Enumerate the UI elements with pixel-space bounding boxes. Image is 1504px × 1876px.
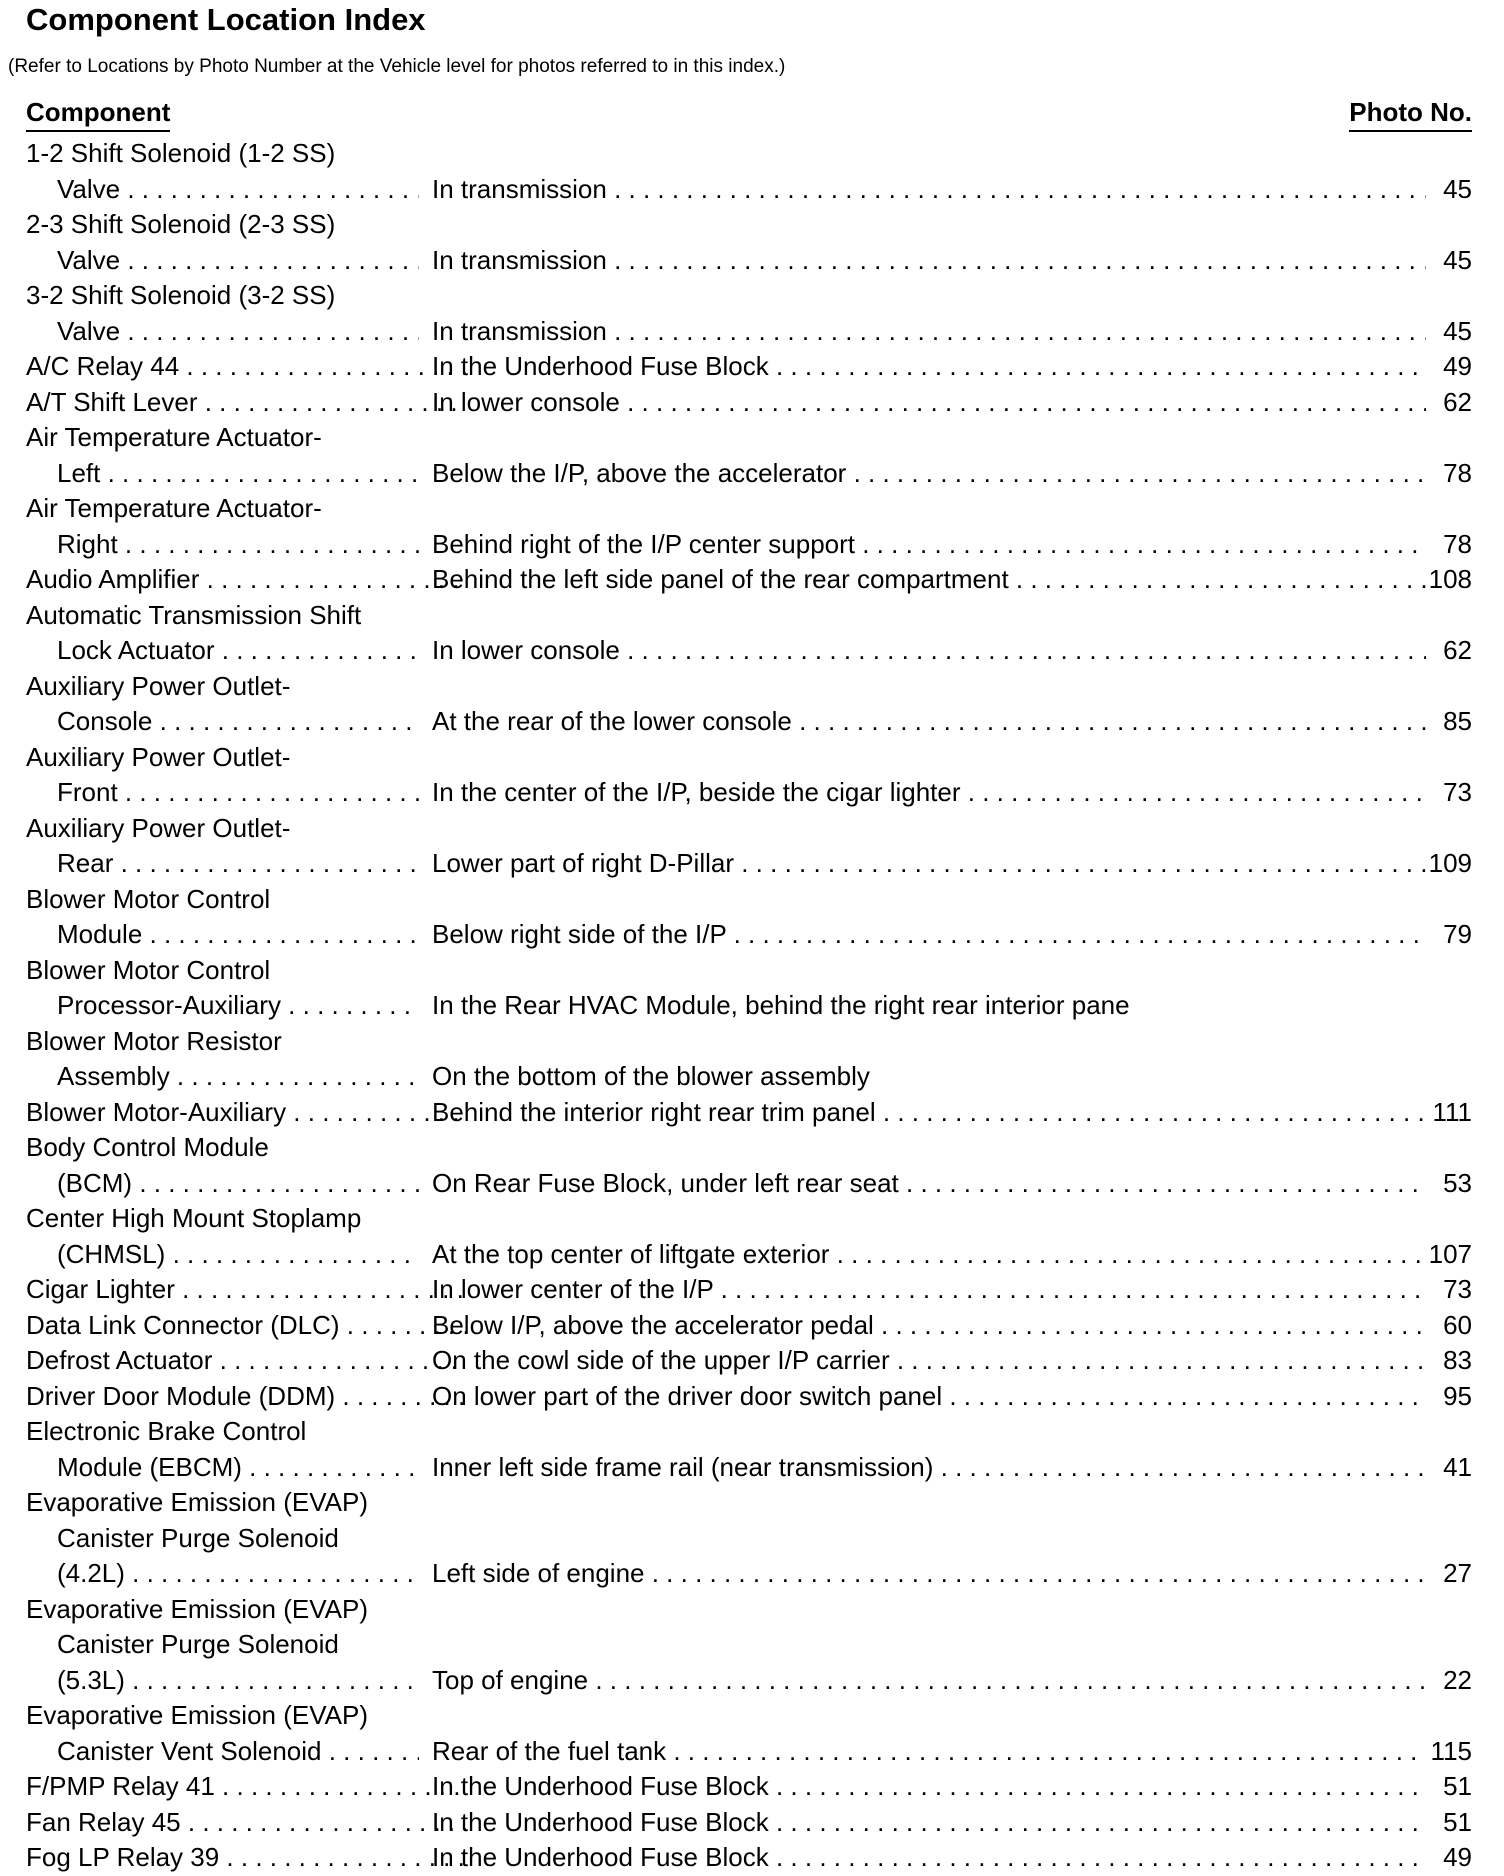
component-name: Auxiliary Power Outlet- (26, 741, 291, 772)
component-name: Evaporative Emission (EVAP) (26, 1593, 368, 1624)
index-entry-continuation-row (0, 953, 1504, 989)
component-name: Left . . . (57, 456, 419, 492)
index-entry-row (0, 172, 1504, 208)
photo-number: 73 (1443, 1274, 1472, 1304)
component-location: Below right side of the I/P . . . (432, 917, 1426, 953)
photo-number: 53 (1443, 1167, 1472, 1198)
component-name: Module (EBCM) . . . (57, 1450, 419, 1486)
index-entry-continuation-row (0, 1485, 1504, 1521)
component-name: Cigar Lighter . . . (26, 1272, 466, 1308)
component-name: Blower Motor Resistor (26, 1025, 282, 1056)
index-entry-continuation-row (0, 740, 1504, 776)
photo-number: 108 (1428, 564, 1472, 594)
photo-number: 22 (1443, 1664, 1472, 1695)
photo-number: 45 (1443, 315, 1472, 346)
component-name: Rear . . . (57, 846, 419, 882)
photo-number: 49 (1443, 1842, 1472, 1872)
component-name: Front . . . (57, 775, 419, 811)
component-name: Valve . . . (57, 314, 419, 350)
component-location: At the top center of liftgate exterior . . . (432, 1237, 1426, 1273)
index-entry-continuation-row (0, 420, 1504, 456)
index-entry-continuation-row (0, 278, 1504, 314)
component-name: Assembly . . . (57, 1059, 419, 1095)
index-entry-continuation-row (0, 669, 1504, 705)
component-name: Air Temperature Actuator- (26, 493, 322, 523)
component-name: Body Control Module (26, 1132, 269, 1162)
component-name: Fog LP Relay 39 . . . (26, 1840, 466, 1876)
component-name: Air Temperature Actuator- (26, 422, 322, 452)
index-entry-row (0, 1059, 1504, 1095)
index-entry-row (0, 1343, 1504, 1379)
photo-number: 85 (1443, 706, 1472, 736)
photo-number: 115 (1430, 1735, 1472, 1766)
component-location: Behind the interior right rear trim panel . . . (432, 1095, 1426, 1131)
component-location: In lower center of the I/P . . . (432, 1272, 1426, 1308)
photo-number: 78 (1443, 457, 1472, 488)
component-location: In the Rear HVAC Module, behind the right rear interior pane (432, 990, 1130, 1020)
component-location: On lower part of the driver door switch panel . . . (432, 1379, 1426, 1415)
component-location: On Rear Fuse Block, under left rear seat . . . (432, 1166, 1426, 1202)
index-entry-continuation-row (0, 1414, 1504, 1450)
index-entry-row (0, 1805, 1504, 1841)
index-entry-row (0, 846, 1504, 882)
component-location: In transmission . . . (432, 243, 1426, 279)
index-entry-row (0, 988, 1504, 1024)
component-location: Lower part of right D-Pillar . . . (432, 846, 1426, 882)
index-entry-row (0, 1840, 1504, 1876)
component-name: Valve . . . (57, 243, 419, 279)
index-entry-row (0, 1379, 1504, 1415)
index-entry-row (0, 1450, 1504, 1486)
photo-number: 95 (1443, 1380, 1472, 1411)
photo-number: 27 (1443, 1558, 1472, 1588)
photo-number: 45 (1443, 244, 1472, 275)
index-entry-continuation-row (0, 136, 1504, 172)
component-name: Blower Motor Control (26, 883, 271, 914)
index-entry-row (0, 314, 1504, 350)
component-name: Console . . . (57, 704, 419, 740)
component-name: (CHMSL) . . . (57, 1237, 419, 1273)
index-entry-row (0, 456, 1504, 492)
component-name: Canister Purge Solenoid (57, 1629, 339, 1659)
component-name: 1-2 Shift Solenoid (1-2 SS) (26, 138, 336, 168)
index-entry-row (0, 704, 1504, 740)
component-location: In transmission . . . (432, 314, 1426, 350)
index-entry-row (0, 527, 1504, 563)
photo-number: 62 (1443, 386, 1472, 417)
component-name: A/C Relay 44 . . . (26, 349, 466, 385)
component-column-header: Component (26, 98, 170, 132)
component-name: Canister Vent Solenoid . . . (57, 1734, 419, 1770)
photo-number: 45 (1443, 173, 1472, 204)
component-name: 3-2 Shift Solenoid (3-2 SS) (26, 280, 336, 310)
photo-number: 62 (1443, 635, 1472, 665)
index-entry-continuation-row (0, 1627, 1504, 1663)
index-entry-row (0, 385, 1504, 421)
component-location: On the bottom of the blower assembly (432, 1061, 870, 1091)
index-entry-continuation-row (0, 491, 1504, 527)
index-entry-continuation-row (0, 1130, 1504, 1166)
component-name: Module . . . (57, 917, 419, 953)
component-location: In the Underhood Fuse Block . . . (432, 1840, 1426, 1876)
component-location: In transmission . . . (432, 172, 1426, 208)
component-name: Blower Motor Control (26, 954, 271, 985)
photo-number: 73 (1443, 777, 1472, 807)
component-name: Evaporative Emission (EVAP) (26, 1487, 368, 1517)
component-name: A/T Shift Lever . . . (26, 385, 466, 421)
index-entry-continuation-row (0, 207, 1504, 243)
index-entry-row (0, 1237, 1504, 1273)
component-name: Audio Amplifier . . . (26, 562, 466, 598)
component-location: Below I/P, above the accelerator pedal . . . (432, 1308, 1426, 1344)
component-name: Fan Relay 45 . . . (26, 1805, 466, 1841)
index-entry-row (0, 917, 1504, 953)
index-entry-row (0, 243, 1504, 279)
component-location: Inner left side frame rail (near transmission) . . . (432, 1450, 1426, 1486)
component-location: Below the I/P, above the accelerator . . . (432, 456, 1426, 492)
component-index-list (0, 136, 1504, 1876)
photo-number: 51 (1443, 1771, 1472, 1801)
component-name: Lock Actuator . . . (57, 633, 419, 669)
component-name: Right . . . (57, 527, 419, 563)
component-location: At the rear of the lower console . . . (432, 704, 1426, 740)
index-entry-row (0, 1556, 1504, 1592)
component-name: Defrost Actuator . . . (26, 1343, 466, 1379)
index-entry-row (0, 349, 1504, 385)
photo-number: 51 (1443, 1806, 1472, 1837)
index-entry-row (0, 1663, 1504, 1699)
component-name: Blower Motor-Auxiliary . . . (26, 1095, 466, 1131)
component-location: In the Underhood Fuse Block . . . (432, 1805, 1426, 1841)
index-entry-row (0, 1166, 1504, 1202)
index-entry-continuation-row (0, 1592, 1504, 1628)
index-entry-row (0, 1095, 1504, 1131)
component-location: On the cowl side of the upper I/P carrier . . . (432, 1343, 1426, 1379)
page-subtitle: (Refer to Locations by Photo Number at the Vehicle level for photos referred to in this index.) (8, 56, 786, 77)
photo-number: 78 (1443, 528, 1472, 559)
index-entry-continuation-row (0, 1521, 1504, 1557)
component-name: (5.3L) . . . (57, 1663, 419, 1699)
component-name: Auxiliary Power Outlet- (26, 670, 291, 701)
index-entry-row (0, 633, 1504, 669)
index-entry-row (0, 562, 1504, 598)
component-name: (4.2L) . . . (57, 1556, 419, 1592)
index-entry-continuation-row (0, 882, 1504, 918)
component-location: In lower console . . . (432, 385, 1426, 421)
photo-number: 107 (1428, 1238, 1472, 1269)
component-location: Behind right of the I/P center support . . . (432, 527, 1426, 563)
component-location: Rear of the fuel tank . . . (432, 1734, 1426, 1770)
index-entry-row (0, 775, 1504, 811)
component-name: Canister Purge Solenoid (57, 1522, 339, 1553)
component-location: In the center of the I/P, beside the cigar lighter . . . (432, 775, 1426, 811)
photo-number: 79 (1443, 919, 1472, 949)
component-location: In the Underhood Fuse Block . . . (432, 349, 1426, 385)
component-location: Left side of engine . . . (432, 1556, 1426, 1592)
component-name: 2-3 Shift Solenoid (2-3 SS) (26, 209, 336, 239)
index-entry-continuation-row (0, 1024, 1504, 1060)
index-entry-continuation-row (0, 1698, 1504, 1734)
photo-number: 111 (1432, 1096, 1472, 1127)
index-entry-row (0, 1272, 1504, 1308)
component-name: F/PMP Relay 41 . . . (26, 1769, 466, 1805)
component-name: Electronic Brake Control (26, 1416, 307, 1446)
component-location: Behind the left side panel of the rear compartment . . . (432, 562, 1426, 598)
index-entry-continuation-row (0, 811, 1504, 847)
component-name: Data Link Connector (DLC) . . . (26, 1308, 466, 1344)
component-name: Auxiliary Power Outlet- (26, 812, 291, 843)
index-entry-row (0, 1308, 1504, 1344)
photo-number: 60 (1443, 1309, 1472, 1340)
component-location: In the Underhood Fuse Block . . . (432, 1769, 1426, 1805)
photo-number: 83 (1443, 1345, 1472, 1375)
component-location: Top of engine . . . (432, 1663, 1426, 1699)
index-entry-row (0, 1769, 1504, 1805)
component-name: (BCM) . . . (57, 1166, 419, 1202)
photo-number: 49 (1443, 351, 1472, 381)
component-name: Valve . . . (57, 172, 419, 208)
photo-number: 109 (1428, 848, 1472, 878)
page-title: Component Location Index (26, 2, 426, 37)
index-entry-continuation-row (0, 598, 1504, 634)
component-name: Evaporative Emission (EVAP) (26, 1700, 368, 1730)
component-name: Driver Door Module (DDM) . . . (26, 1379, 466, 1415)
photo-number: 41 (1443, 1451, 1472, 1482)
component-name: Center High Mount Stoplamp (26, 1203, 362, 1233)
component-location: In lower console . . . (432, 633, 1426, 669)
index-entry-row (0, 1734, 1504, 1770)
component-name: Processor-Auxiliary . . . (57, 988, 419, 1024)
index-entry-continuation-row (0, 1201, 1504, 1237)
photo-column-header: Photo No. (1349, 98, 1472, 132)
component-name: Automatic Transmission Shift (26, 599, 362, 630)
